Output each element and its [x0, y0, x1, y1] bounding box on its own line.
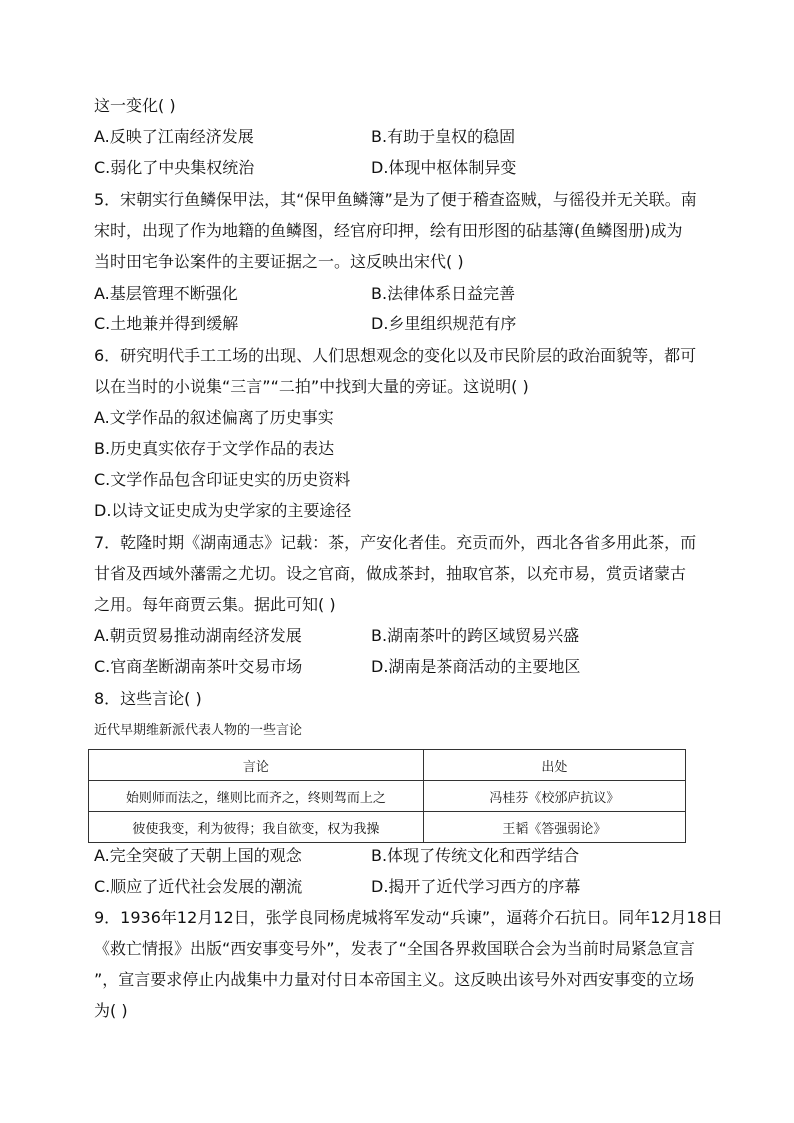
- q7-option-a: A.朝贡贸易推动湖南经济发展: [94, 626, 302, 645]
- q5-option-d: D.乡里组织规范有序: [371, 314, 517, 333]
- table-row: [89, 781, 686, 812]
- table-cell-quote: 彼使我变，利为彼得；我自欲变，权为我操: [89, 812, 424, 843]
- q6-option-d: D.以诗文证史成为史学家的主要途径: [94, 501, 352, 520]
- q7-option-d: D.湖南是茶商活动的主要地区: [371, 657, 581, 676]
- table-cell-source: 冯桂芬《校邠庐抗议》: [423, 781, 685, 812]
- table-cell-source: 王韬《答强弱论》: [423, 812, 685, 843]
- q8-option-b: B.体现了传统文化和西学结合: [371, 846, 580, 865]
- q7-stem-line-1: 7．乾隆时期《湖南通志》记载：茶，产安化者佳。充贡而外，西北各省多用此茶，而: [94, 533, 697, 552]
- q8-option-a: A.完全突破了天朝上国的观念: [94, 846, 302, 865]
- q6-option-b: B.历史真实依存于文学作品的表达: [94, 439, 335, 458]
- q7-option-c: C.官商垄断湖南茶叶交易市场: [94, 657, 303, 676]
- q8-quote-table: [88, 749, 686, 843]
- q5-option-a: A.基层管理不断强化: [94, 284, 238, 303]
- q8-option-c: C.顺应了近代社会发展的潮流: [94, 877, 303, 896]
- q4-option-a: A.反映了江南经济发展: [94, 127, 254, 146]
- q8-option-d: D.揭开了近代学习西方的序幕: [371, 877, 581, 896]
- q4-option-b: B.有助于皇权的稳固: [371, 127, 516, 146]
- q5-stem-line-3: 当时田宅争讼案件的主要证据之一。这反映出宋代( ): [94, 252, 464, 271]
- q7-option-b: B.湖南茶叶的跨区域贸易兴盛: [371, 626, 580, 645]
- q4-option-d: D.体现中枢体制异变: [371, 158, 517, 177]
- q6-option-a: A.文学作品的叙述偏离了历史事实: [94, 408, 334, 427]
- table-cell-quote: 始则师而法之，继则比而齐之，终则驾而上之: [89, 781, 424, 812]
- table-header-quote: 言论: [89, 750, 424, 781]
- q5-option-c: C.土地兼并得到缓解: [94, 314, 239, 333]
- q6-option-c: C.文学作品包含印证史实的历史资料: [94, 470, 351, 489]
- q9-stem-line-1: 9．1936年12月12日，张学良同杨虎城将军发动“兵谏”，逼蒋介石抗日。同年12月18日: [94, 908, 723, 927]
- q7-stem-line-2: 甘省及西域外藩需之尤切。设之官商，做成茶封，抽取官茶，以充市易，赏贡诸蒙古: [94, 564, 687, 583]
- q5-stem-line-1: 5．宋朝实行鱼鳞保甲法，其“保甲鱼鳞簿”是为了便于稽查盗贼，与徭役并无关联。南: [94, 190, 697, 209]
- q7-stem-line-3: 之用。每年商贾云集。据此可知( ): [94, 595, 336, 614]
- q8-stem: 8．这些言论( ): [94, 689, 202, 708]
- table-header-source: 出处: [423, 750, 685, 781]
- q6-stem-line-2: 以在当时的小说集“三言”“二拍”中找到大量的旁证。这说明( ): [94, 377, 529, 396]
- q5-stem-line-2: 宋时，出现了作为地籍的鱼鳞图，经官府印押，绘有田形图的砧基簿(鱼鳞图册)成为: [94, 221, 683, 240]
- q6-stem-line-1: 6．研究明代手工工场的出现、人们思想观念的变化以及市民阶层的政治面貌等，都可: [94, 346, 697, 365]
- table-row: [89, 812, 686, 843]
- q9-stem-line-2: 《救亡情报》出版“西安事变号外”，发表了“全国各界救国联合会为当前时局紧急宣言: [94, 939, 695, 958]
- q4-option-c: C.弱化了中央集权统治: [94, 158, 255, 177]
- table-header-row: [89, 750, 686, 781]
- q9-stem-line-4: 为( ): [94, 1001, 128, 1020]
- q9-stem-line-3: ”，宣言要求停止内战集中力量对付日本帝国主义。这反映出该号外对西安事变的立场: [94, 970, 695, 989]
- q8-table-caption: 近代早期维新派代表人物的一些言论: [94, 723, 303, 738]
- q4-stem-tail: 这一变化( ): [94, 96, 176, 115]
- q5-option-b: B.法律体系日益完善: [371, 284, 516, 303]
